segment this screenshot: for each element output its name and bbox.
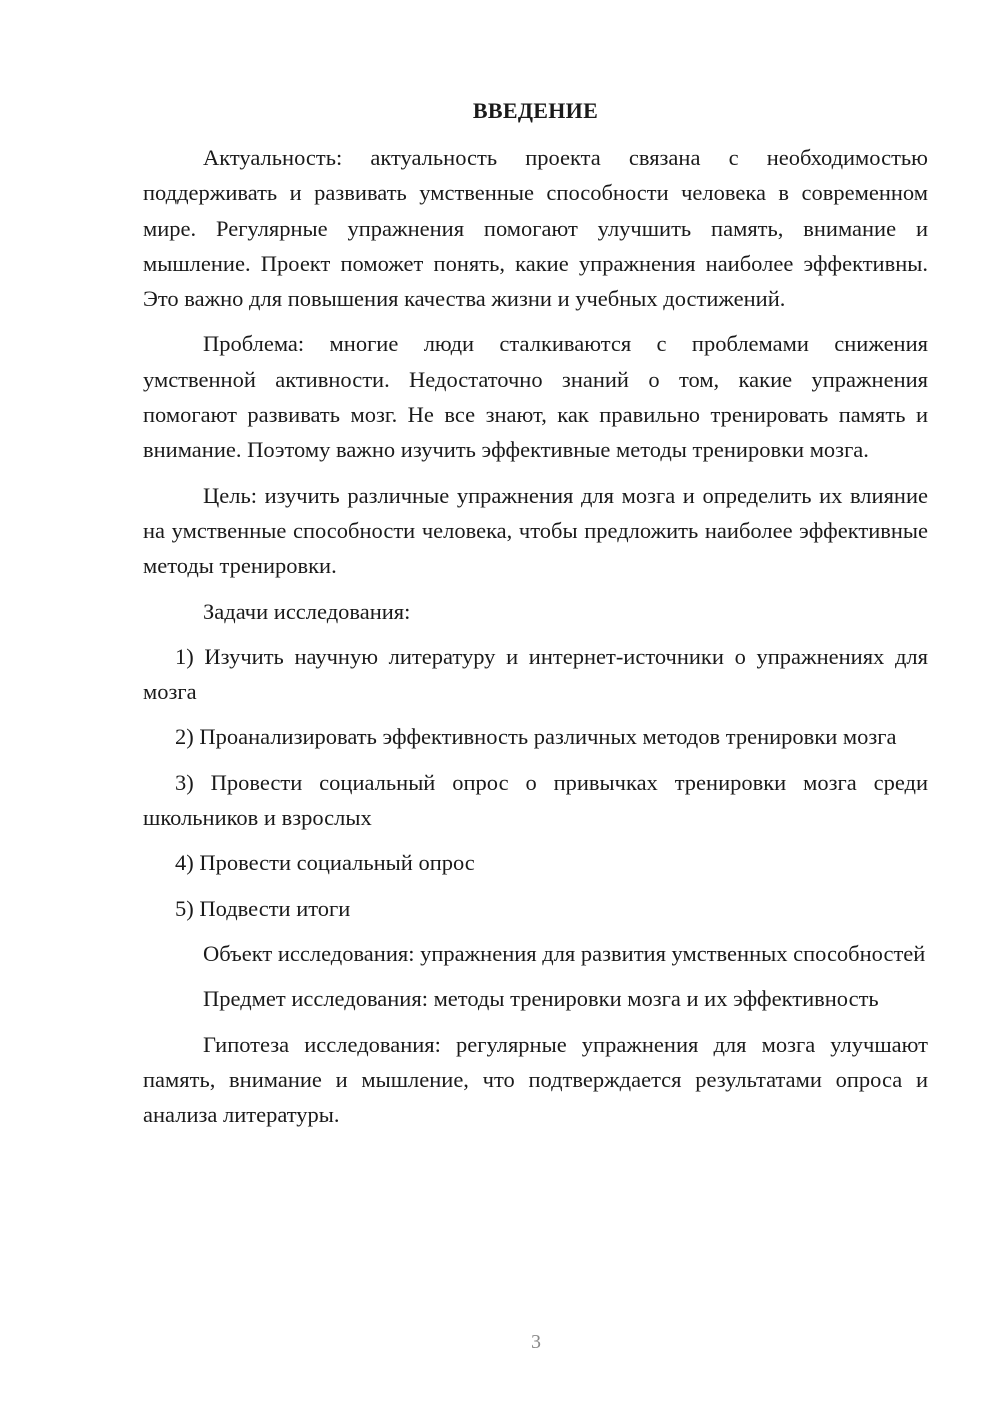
page-number: 3 xyxy=(531,1331,541,1353)
task-item-1: 1) Изучить научную литературу и интернет-источники о упражнениях для мозга xyxy=(143,643,928,705)
task-item-4: 4) Провести социальный опрос xyxy=(175,850,475,876)
task-item-5: 5) Подвести итоги xyxy=(175,895,351,921)
goal-paragraph: Цель: изучить различные упражнения для мозга и определить их влияние на умственные способности человека, чтобы предложить наиболее эффективные методы тренировки. xyxy=(143,482,928,579)
object-paragraph: Объект исследования: упражнения для развития умственных способностей xyxy=(203,940,926,966)
problem-paragraph: Проблема: многие люди сталкиваются с проблемами снижения умственной активности. Недостаточно знаний о том, какие упражнения помогают развивать мозг. Не все знают, как правильно тренировать память и внимание. Поэтому важно изучить эффективные методы тренировки мозга. xyxy=(143,331,928,463)
task-item-2: 2) Проанализировать эффективность различных методов тренировки мозга xyxy=(175,724,897,750)
document-page xyxy=(143,93,928,1132)
relevance-paragraph: Актуальность: актуальность проекта связана с необходимостью поддерживать и развивать умственные способности человека в современном мире. Регулярные упражнения помогают улучшить память, внимание и мышление. Проект поможет понять, какие упражнения наиболее эффективны. Это важно для повышения качества жизни и учебных достижений. xyxy=(143,145,928,312)
tasks-list xyxy=(143,639,928,926)
task-item-3: 3) Провести социальный опрос о привычках тренировки мозга среди школьников и взрослых xyxy=(143,769,928,831)
subject-paragraph: Предмет исследования: методы тренировки мозга и их эффективность xyxy=(203,986,879,1012)
hypothesis-paragraph: Гипотеза исследования: регулярные упражнения для мозга улучшают память, внимание и мышление, что подтверждается результатами опроса и анализа литературы. xyxy=(143,1031,928,1128)
page-title: ВВЕДЕНИЕ xyxy=(472,98,599,123)
tasks-heading: Задачи исследования: xyxy=(203,598,411,624)
